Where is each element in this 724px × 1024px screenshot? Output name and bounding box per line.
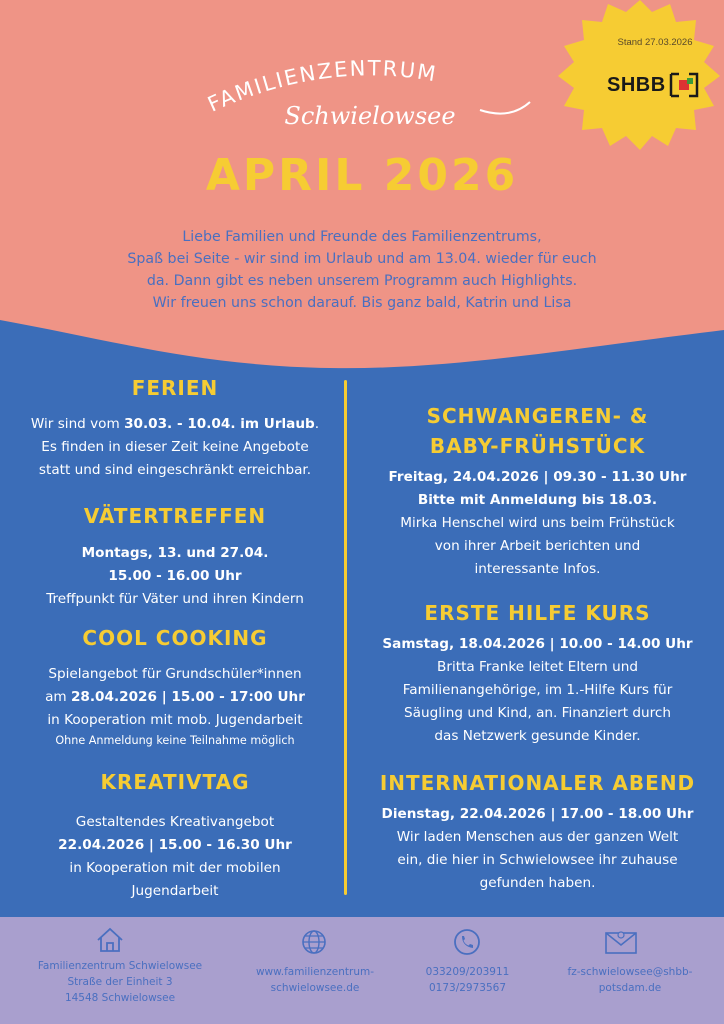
intro-line: Wir freuen uns schon darauf. Bis ganz bald, Katrin und Lisa xyxy=(152,295,572,311)
footer-email[interactable] xyxy=(540,964,720,996)
phone-icon xyxy=(453,928,481,956)
vaetertreffen-title: VÄTERTREFFEN xyxy=(83,504,267,528)
kreativtag-line: Gestaltendes Kreativangebot xyxy=(75,814,275,830)
international-date: Dienstag, 22.04.2026 | 17.00 - 18.00 Uhr xyxy=(381,806,694,822)
schwangeren-line: Mirka Henschel wird uns beim Frühstück xyxy=(400,515,675,531)
website-line[interactable]: www.familienzentrum- xyxy=(255,966,375,978)
footer-address xyxy=(10,958,230,1006)
vaetertreffen-date: Montags, 13. und 27.04. xyxy=(81,545,269,561)
section-internationaler-abend xyxy=(355,771,720,895)
erstehilfe-date: Samstag, 18.04.2026 | 10.00 - 14.00 Uhr xyxy=(382,636,693,652)
schwangeren-title: BABY-FRÜHSTÜCK xyxy=(429,434,646,458)
kreativtag-line: Jugendarbeit xyxy=(131,883,219,899)
section-ferien xyxy=(10,376,340,482)
erstehilfe-line: Britta Franke leitet Eltern und xyxy=(437,659,638,675)
intro-line: da. Dann gibt es neben unserem Programm auch Highlights. xyxy=(146,273,578,289)
phone-line[interactable]: 0173/2973567 xyxy=(428,982,507,994)
globe-icon xyxy=(300,928,328,956)
address-line: 14548 Schwielowsee xyxy=(64,992,176,1004)
logo-line-2: Schwielowsee xyxy=(284,102,456,130)
intro-text xyxy=(60,226,664,314)
column-divider xyxy=(344,380,347,895)
shbb-logo-text: SHBB xyxy=(607,74,666,96)
footer-website[interactable] xyxy=(230,964,400,996)
ferien-title: FERIEN xyxy=(131,376,219,400)
kreativtag-date: 22.04.2026 | 15.00 - 16.30 Uhr xyxy=(58,837,292,853)
section-erste-hilfe xyxy=(355,601,720,748)
section-schwangeren xyxy=(355,404,720,581)
ferien-line: statt und sind eingeschränkt erreichbar. xyxy=(38,462,312,478)
ferien-line: Es finden in dieser Zeit keine Angebote xyxy=(41,439,309,455)
erstehilfe-line: Säugling und Kind, an. Finanziert durch xyxy=(404,705,671,721)
vaetertreffen-desc: Treffpunkt für Väter und ihren Kindern xyxy=(46,591,304,607)
address-line: Straße der Einheit 3 xyxy=(67,976,173,988)
international-line: gefunden haben. xyxy=(479,875,596,891)
kreativtag-title: KREATIVTAG xyxy=(100,770,250,794)
schwangeren-line: interessante Infos. xyxy=(474,561,601,577)
month-title: APRIL 2026 xyxy=(205,150,519,201)
ferien-line: Wir sind vom 30.03. - 10.04. im Urlaub. xyxy=(30,416,320,432)
kreativtag-line: in Kooperation mit der mobilen xyxy=(69,860,281,876)
erstehilfe-line: das Netzwerk gesunde Kinder. xyxy=(434,728,641,744)
email-line[interactable]: fz-schwielowsee@shbb- xyxy=(567,966,693,978)
home-icon xyxy=(95,926,125,954)
schwangeren-line: von ihrer Arbeit berichten und xyxy=(434,538,641,554)
shbb-logo xyxy=(605,68,705,104)
section-kreativtag xyxy=(10,770,340,903)
international-line: Wir laden Menschen aus der ganzen Welt xyxy=(396,829,679,845)
vaetertreffen-time: 15.00 - 16.00 Uhr xyxy=(108,568,242,584)
footer-phone[interactable] xyxy=(400,964,535,996)
section-cool-cooking xyxy=(10,626,340,750)
intro-line: Spaß bei Seite - wir sind im Urlaub und am 13.04. wieder für euch xyxy=(127,251,597,267)
cooking-line: Spielangebot für Grundschüler*innen xyxy=(48,666,302,682)
logo-line-1: FAMILIENZENTRUM xyxy=(204,56,440,117)
address-line: Familienzentrum Schwielowsee xyxy=(37,960,203,972)
cooking-title: COOL COOKING xyxy=(82,626,268,650)
familienzentrum-logo xyxy=(180,48,540,138)
schwangeren-date: Freitag, 24.04.2026 | 09.30 - 11.30 Uhr xyxy=(388,469,687,485)
cooking-line: in Kooperation mit mob. Jugendarbeit xyxy=(47,712,303,728)
shbb-mark-icon xyxy=(669,72,699,98)
mail-icon xyxy=(604,929,638,955)
schwangeren-title: SCHWANGEREN- & xyxy=(426,404,649,428)
website-line[interactable]: schwielowsee.de xyxy=(270,982,360,994)
erstehilfe-line: Familienangehörige, im 1.-Hilfe Kurs für xyxy=(402,682,673,698)
intro-line: Liebe Familien und Freunde des Familienzentrums, xyxy=(182,229,542,245)
section-vaetertreffen xyxy=(10,504,340,611)
cooking-date: am 28.04.2026 | 15.00 - 17:00 Uhr xyxy=(45,689,305,705)
cooking-note: Ohne Anmeldung keine Teilnahme möglich xyxy=(55,734,295,747)
schwangeren-registration: Bitte mit Anmeldung bis 18.03. xyxy=(417,492,658,508)
erstehilfe-title: ERSTE HILFE KURS xyxy=(424,601,651,625)
phone-line[interactable]: 033209/203911 xyxy=(425,966,510,978)
stand-date: Stand 27.03.2026 xyxy=(617,37,693,48)
email-line[interactable]: potsdam.de xyxy=(598,982,662,994)
international-line: ein, die hier in Schwielowsee ihr zuhause xyxy=(397,852,678,868)
international-title: INTERNATIONALER ABEND xyxy=(379,771,696,795)
